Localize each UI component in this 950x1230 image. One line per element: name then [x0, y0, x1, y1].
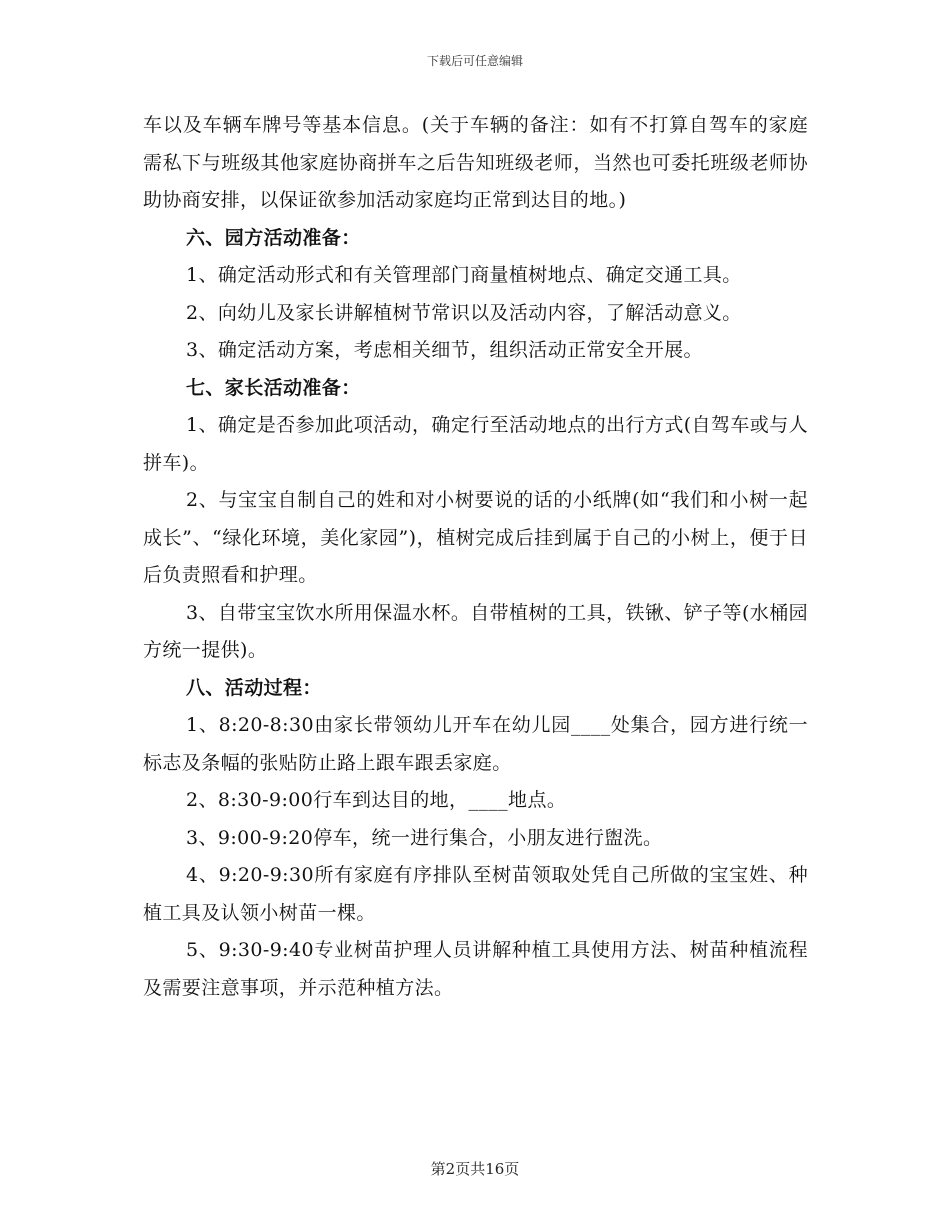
list-item: 2、8:30-9:00行车到达目的地，____地点。 — [186, 789, 567, 811]
page-footer: 第2页共16页 — [430, 1160, 520, 1178]
list-item: 3、自带宝宝饮水所用保温水杯。自带植树的工具，铁锹、铲子等(水桶园方统一提供)。 — [143, 601, 808, 661]
list-item: 1、8:20-8:30由家长带领幼儿开车在幼儿园____处集合，园方进行统一标志及条幅的张贴防止路上跟车跟丢家庭。 — [143, 714, 808, 774]
page-header: 下载后可任意编辑 — [426, 54, 523, 68]
list-item: 2、向幼儿及家长讲解植树节常识以及活动内容，了解活动意义。 — [186, 301, 742, 324]
list-item: 3、9:00-9:20停车，统一进行集合，小朋友进行盥洗。 — [186, 826, 663, 849]
list-item: 1、确定是否参加此项活动，确定行至活动地点的出行方式(自驾车或与人拼车)。 — [143, 414, 808, 474]
list-item: 2、与宝宝自制自己的姓和对小树要说的话的小纸牌(如“我们和小树一起成长”、“绿化环境，美化家园”)，植树完成后挂到属于自己的小树上，便于日后负责照看和护理。 — [143, 489, 808, 586]
section-heading-activity-process: 八、活动过程： — [186, 676, 322, 699]
section-heading-parent-prep: 七、家长活动准备： — [186, 376, 361, 399]
paragraph-vehicle-info: 车以及车辆车牌号等基本信息。(关于车辆的备注：如有不打算自驾车的家庭需私下与班级其他家庭协商拼车之后告知班级老师，当然也可委托班级老师协助协商安排，以保证欲参加活动家庭均正常到达目的地。) — [143, 114, 808, 211]
section-heading-kindergarten-prep: 六、园方活动准备： — [186, 226, 361, 249]
list-item: 3、确定活动方案，考虑相关细节，组织活动正常安全开展。 — [186, 339, 703, 361]
list-item: 5、9:30-9:40专业树苗护理人员讲解种植工具使用方法、树苗种植流程及需要注意事项，并示范种植方法。 — [143, 939, 808, 999]
list-item: 1、确定活动形式和有关管理部门商量植树地点、确定交通工具。 — [186, 264, 742, 286]
document-body — [143, 107, 808, 1007]
list-item: 4、9:20-9:30所有家庭有序排队至树苗领取处凭自己所做的宝宝姓、种植工具及认领小树苗一棵。 — [143, 864, 808, 924]
